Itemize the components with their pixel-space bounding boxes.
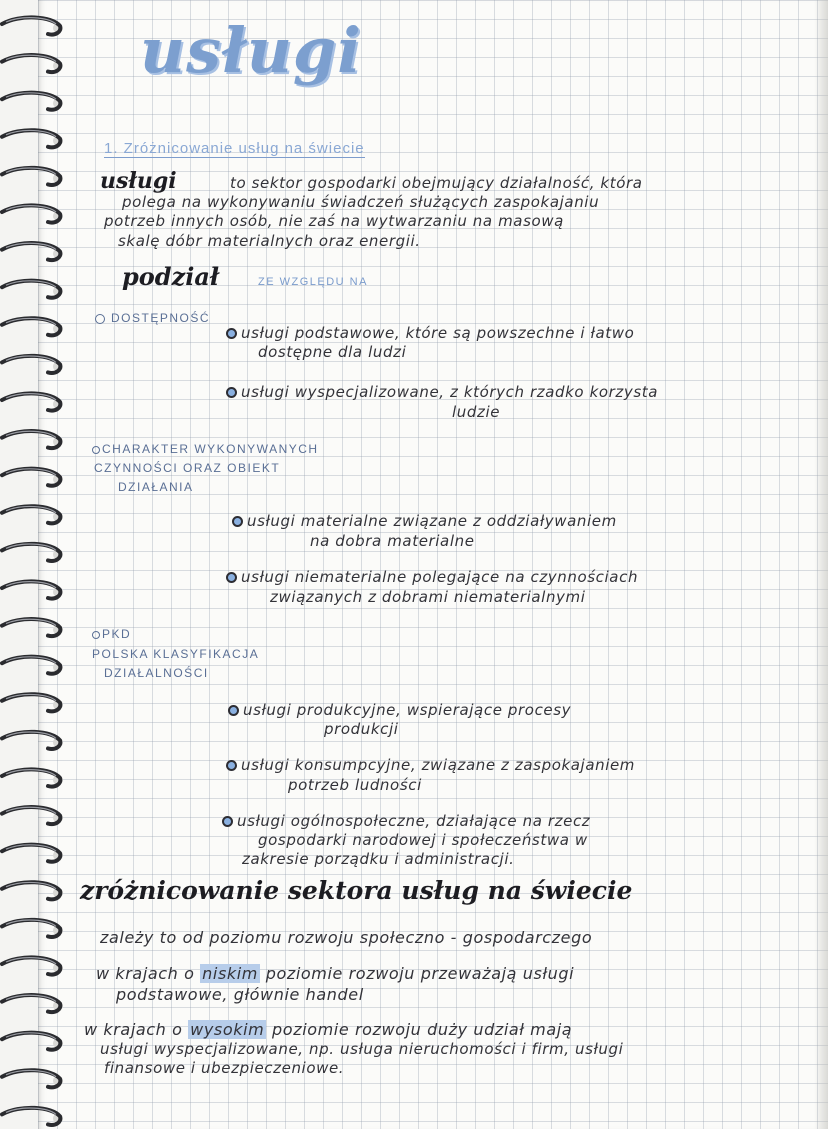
high-development-line-2: usługi wyspecjalizowane, np. usługa nieruchomości i firm, usługi	[100, 1040, 624, 1058]
spiral-binding	[0, 0, 70, 1129]
bullet-dot-icon	[226, 387, 237, 398]
spiral-ring	[2, 845, 63, 862]
bullet-item-continuation: gospodarki narodowej i społeczeństwa w	[258, 831, 588, 849]
bullet-dot-icon	[222, 816, 233, 827]
bullet-item-continuation: potrzeb ludności	[288, 776, 422, 794]
spiral-ring	[2, 920, 63, 937]
definition-line-4: skalę dóbr materialnych oraz energii.	[118, 232, 421, 250]
page-title: usługi	[140, 14, 362, 87]
bullet-item-continuation: ludzie	[452, 403, 501, 421]
spiral-ring	[2, 431, 63, 448]
group-label-text: POLSKA KLASYFIKACJA	[92, 647, 260, 661]
bullet-dot-icon	[226, 572, 237, 583]
group-label-character	[92, 442, 319, 456]
text-span: poziomie rozwoju duży udział mają	[272, 1020, 573, 1039]
spiral-ring	[2, 957, 63, 974]
spiral-ring	[2, 807, 63, 824]
bullet-item: usługi wyspecjalizowane, z których rzadko korzysta	[226, 383, 658, 401]
circle-bullet-icon	[92, 631, 100, 639]
text-span: poziomie rozwoju przeważają usługi	[265, 964, 575, 983]
group-label-text: PKD	[102, 627, 132, 641]
spiral-ring	[2, 694, 63, 711]
low-development-line	[96, 964, 574, 983]
spiral-ring	[2, 168, 63, 185]
spiral-ring	[2, 657, 63, 674]
definition-line-2: polega na wykonywaniu świadczeń służących zaspokajaniu	[122, 193, 600, 211]
bullet-item: usługi niematerialne polegające na czynnościach	[226, 568, 638, 586]
low-development-line-2: podstawowe, głównie handel	[116, 985, 364, 1004]
group-label-text: DZIAŁANIA	[118, 480, 194, 494]
spiral-ring	[2, 393, 63, 410]
division-subtitle: ZE WZGLĘDU NA	[258, 276, 368, 288]
highlight-high: wysokim	[190, 1020, 265, 1039]
bullet-item-continuation: dostępne dla ludzi	[258, 343, 407, 361]
bullet-item: usługi konsumpcyjne, związane z zaspokajaniem	[226, 756, 635, 774]
spiral-ring	[2, 1033, 63, 1050]
section2-line: zależy to od poziomu rozwoju społeczno - gospodarczego	[100, 928, 593, 947]
section-heading-1: 1. Zróżnicowanie usług na świecie	[104, 140, 365, 157]
group-label-text: DOSTĘPNOŚĆ	[111, 311, 211, 325]
bullet-dot-icon	[226, 760, 237, 771]
spiral-ring	[2, 205, 63, 222]
group-label-text: CHARAKTER WYKONYWANYCH	[102, 442, 319, 456]
spiral-ring	[2, 130, 63, 147]
highlight-low: niskim	[202, 964, 258, 983]
bullet-item: usługi ogólnospołeczne, działające na rzecz	[222, 812, 590, 830]
spiral-ring	[2, 882, 63, 899]
section-heading-2: zróżnicowanie sektora usług na świecie	[80, 876, 633, 905]
definition-term: usługi	[100, 168, 177, 194]
group-label-text: DZIAŁALNOŚCI	[104, 666, 209, 680]
bullet-item: usługi produkcyjne, wspierające procesy	[228, 701, 571, 719]
page-edge-shadow	[814, 0, 828, 1129]
definition-line-1: to sektor gospodarki obejmujący działalność, która	[230, 174, 643, 192]
text-span: w krajach o	[96, 964, 195, 983]
spiral-ring	[2, 55, 63, 72]
spiral-ring	[2, 995, 63, 1012]
group-label-text: CZYNNOŚCI ORAZ OBIEKT	[94, 461, 281, 475]
spiral-ring	[2, 732, 63, 749]
circle-bullet-icon	[95, 314, 105, 324]
spiral-ring	[2, 17, 63, 34]
bullet-item: usługi materialne związane z oddziaływaniem	[232, 512, 617, 530]
bullet-dot-icon	[228, 705, 239, 716]
high-development-line	[84, 1020, 572, 1039]
high-development-line-3: finansowe i ubezpieczeniowe.	[104, 1059, 345, 1077]
spiral-ring	[2, 619, 63, 636]
circle-bullet-icon	[92, 446, 100, 454]
spiral-ring	[2, 281, 63, 298]
spiral-ring	[2, 93, 63, 110]
bullet-dot-icon	[232, 516, 243, 527]
spiral-ring	[2, 769, 63, 786]
spiral-ring	[2, 318, 63, 335]
spiral-ring	[2, 581, 63, 598]
spiral-ring	[2, 544, 63, 561]
bullet-item-continuation: produkcji	[324, 720, 399, 738]
bullet-item-continuation: związanych z dobrami niematerialnymi	[270, 588, 586, 606]
spiral-ring	[2, 469, 63, 486]
definition-line-3: potrzeb innych osób, nie zaś na wytwarzaniu na masową	[104, 212, 564, 230]
group-label-accessibility	[95, 311, 210, 325]
spiral-ring	[2, 243, 63, 260]
group-label-pkd	[92, 627, 131, 641]
spiral-ring	[2, 1108, 63, 1125]
spiral-ring	[2, 1070, 63, 1087]
text-span: w krajach o	[84, 1020, 183, 1039]
spiral-ring	[2, 356, 63, 373]
bullet-item-continuation: na dobra materialne	[310, 532, 475, 550]
spiral-ring	[2, 506, 63, 523]
bullet-item: usługi podstawowe, które są powszechne i łatwo	[226, 324, 634, 342]
division-label: podział	[122, 262, 220, 291]
bullet-item-continuation: zakresie porządku i administracji.	[242, 850, 515, 868]
bullet-dot-icon	[226, 328, 237, 339]
